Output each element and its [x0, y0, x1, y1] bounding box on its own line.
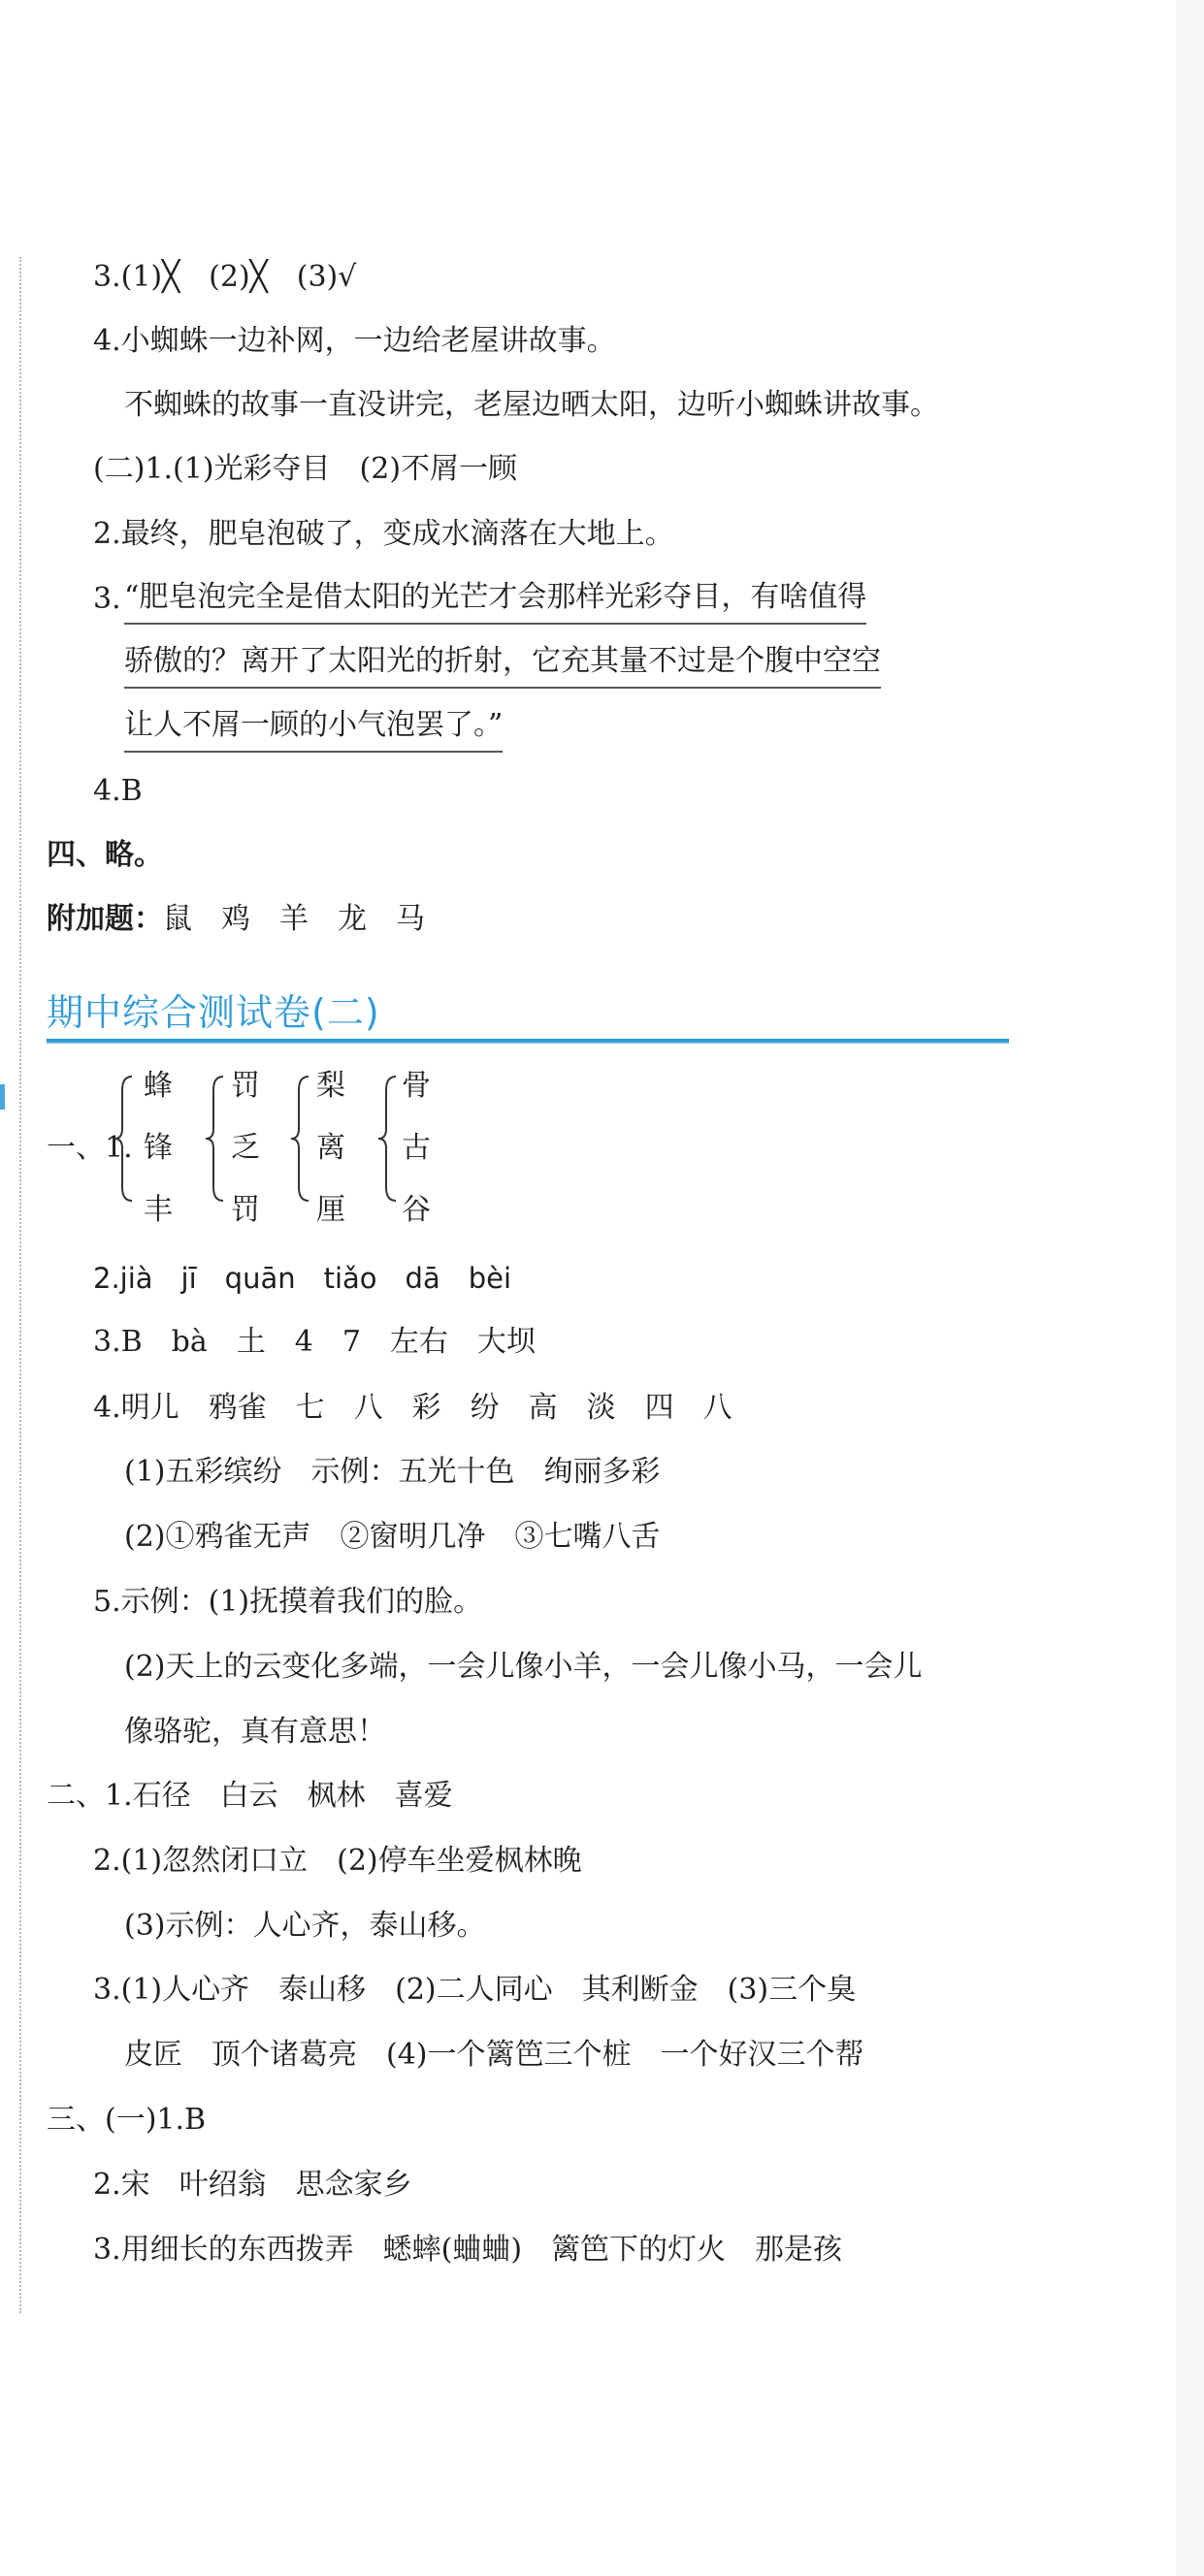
q3-1: 三、(一)1.B — [47, 2103, 207, 2137]
q2-1: 二、1.石径 白云 枫林 喜爱 — [47, 1779, 453, 1813]
q1-5-2-continued: 像骆驼，真有意思！ — [124, 1715, 386, 1749]
section-title: 期中综合测试卷(二) — [47, 991, 380, 1034]
answer-4-continued: 不蜘蛛的故事一直没讲完，老屋边晒太阳，边听小蜘蛛讲故事。 — [124, 388, 939, 422]
answer-extra — [47, 900, 425, 939]
q1-4-1: (1)五彩缤纷 示例：五光十色 绚丽多彩 — [124, 1455, 661, 1489]
brace-1 — [113, 1071, 136, 1207]
brace-1-word-1: 蜂 — [144, 1069, 173, 1103]
answer-part2-3-quote-line3: 让人不屑一顾的小气泡罢了。” — [124, 706, 503, 753]
answer-part2-3-quote-line1: “肥皂泡完全是借太阳的光芒才会那样光彩夺目，有啥值得 — [124, 578, 866, 625]
brace-2-word-2: 乏 — [231, 1131, 260, 1165]
q2-3-continued: 皮匠 顶个诸葛亮 (4)一个篱笆三个桩 一个好汉三个帮 — [124, 2038, 864, 2072]
brace-4-word-1: 骨 — [402, 1069, 431, 1103]
q1-4: 4.明儿 鸦雀 七 八 彩 纷 高 淡 四 八 — [93, 1391, 732, 1425]
q1-5: 5.示例：(1)抚摸着我们的脸。 — [93, 1585, 483, 1619]
q1-4-2: (2)①鸦雀无声 ②窗明几净 ③七嘴八舌 — [124, 1520, 661, 1554]
brace-3 — [289, 1071, 312, 1207]
brace-1-word-3: 丰 — [144, 1193, 173, 1227]
answer-3-judgement: 3.(1)╳ (2)╳ (3)√ — [93, 260, 357, 294]
answer-4: 4.小蜘蛛一边补网，一边给老屋讲故事。 — [93, 324, 616, 358]
brace-4-word-3: 谷 — [402, 1193, 431, 1227]
q1-label: 一、1. — [47, 1131, 133, 1165]
brace-3-word-3: 厘 — [316, 1193, 345, 1227]
brace-4-word-2: 古 — [402, 1131, 431, 1165]
brace-3-word-2: 离 — [316, 1131, 345, 1165]
answer-part2-3-number: 3. — [93, 582, 121, 616]
q2-2: 2.(1)忽然闭口立 (2)停车坐爱枫林晚 — [93, 1844, 582, 1878]
brace-1-word-2: 锋 — [144, 1131, 173, 1165]
brace-3-word-1: 梨 — [316, 1069, 345, 1103]
extra-label: 附加题： — [47, 902, 163, 936]
brace-4 — [376, 1071, 400, 1207]
q2-3: 3.(1)人心齐 泰山移 (2)二人同心 其利断金 (3)三个臭 — [93, 1973, 857, 2007]
q1-5-2: (2)天上的云变化多端，一会儿像小羊，一会儿像小马，一会儿 — [124, 1650, 923, 1684]
q1-3: 3.B bà 土 4 7 左右 大坝 — [93, 1325, 536, 1359]
brace-2-word-3: 罚 — [231, 1193, 260, 1227]
binding-margin-mark — [0, 1084, 5, 1110]
answer-part2-3-quote-line2: 骄傲的？离开了太阳光的折射，它充其量不过是个腹中空空 — [124, 642, 881, 689]
answer-part2-1: (二)1.(1)光彩夺目 (2)不屑一顾 — [93, 452, 518, 486]
extra-answer: 鼠 鸡 羊 龙 马 — [163, 902, 425, 936]
q1-2-pinyin: 2.jià jī quān tiǎo dā bèi — [93, 1262, 512, 1295]
answer-part2-2: 2.最终，肥皂泡破了，变成水滴落在大地上。 — [93, 517, 674, 551]
section-title-rule — [47, 1039, 1009, 1044]
q3-3: 3.用细长的东西拨弄 蟋蟀(蛐蛐) 篱笆下的灯火 那是孩 — [93, 2233, 843, 2267]
q2-2-3: (3)示例：人心齐，泰山移。 — [124, 1909, 486, 1943]
answer-section-4: 四、略。 — [47, 838, 163, 872]
answer-part2-4: 4.B — [93, 774, 143, 808]
binding-margin-line — [19, 257, 21, 2313]
brace-2 — [204, 1071, 227, 1207]
brace-2-word-1: 罚 — [231, 1069, 260, 1103]
q3-2: 2.宋 叶绍翁 思念家乡 — [93, 2168, 412, 2202]
